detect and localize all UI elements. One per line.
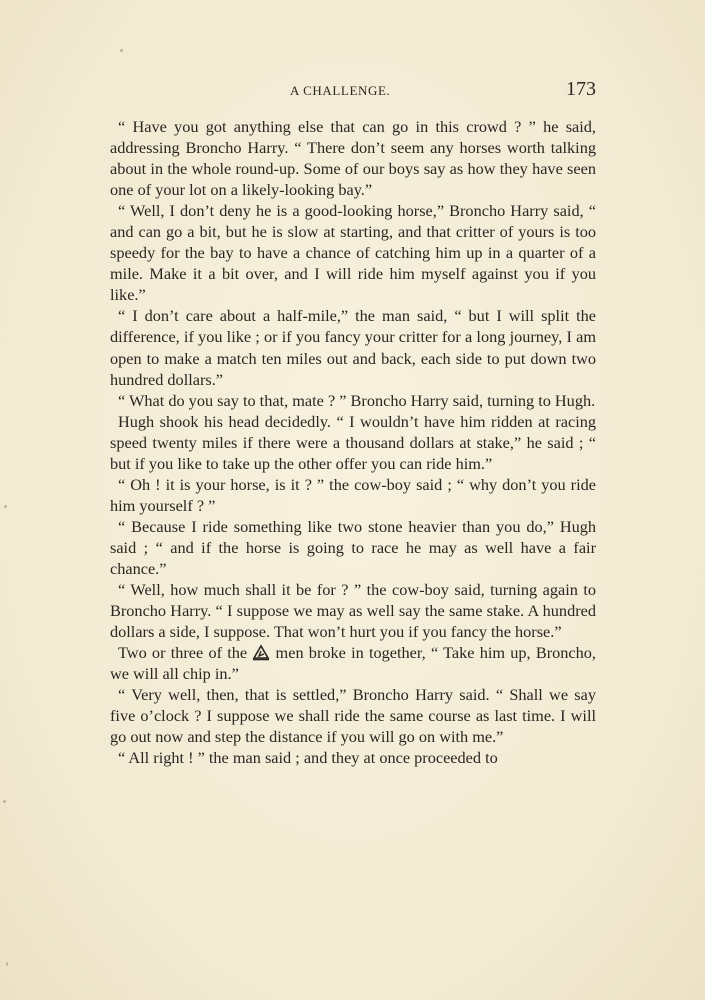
paragraph: “ Well, I don’t deny he is a good-looking horse,” Broncho Harry said, “ and can go a bit, but he is slow at starting, and that critter of yours is too speedy for the bay to have a chance of catching him up in a quarter of a mile. Make it a bit over, and I will ride him myself against you if you like.” xyxy=(110,201,596,305)
page-number: 173 xyxy=(566,78,596,100)
ranch-brand-icon xyxy=(252,644,270,661)
paragraph: Hugh shook his head decidedly. “ I wouldn’t have him ridden at racing speed twenty miles if there were a thousand dollars at stake,” he said ; “ but if you like to take up the other offer you can ride him.” xyxy=(110,411,596,473)
paper-speck xyxy=(3,800,6,803)
paragraph-with-brand xyxy=(110,642,596,684)
running-head: A CHALLENGE. xyxy=(290,83,391,98)
paragraph: “ I don’t care about a half-mile,” the man said, “ but I will split the difference, if you like ; or if you fancy your critter for a long journey, I am open to make a match ten miles out and back, each side to put down two hundred dollars.” xyxy=(110,306,596,389)
paper-speck xyxy=(4,505,7,508)
page-header xyxy=(110,78,598,104)
paragraph: “ Have you got anything else that can go in this crowd ? ” he said, addressing Broncho Harry. “ There don’t seem any horses worth talking about in the whole round-up. Some of our boys say as how they have seen one of your lot on a likely-looking bay.” xyxy=(110,117,596,200)
paragraph: “ What do you say to that, mate ? ” Broncho Harry said, turning to Hugh. xyxy=(118,390,596,410)
paragraph: “ Because I ride something like two stone heavier than you do,” Hugh said ; “ and if the horse is going to race he may as well have a fair chance.” xyxy=(110,516,596,578)
brand-paragraph-after: men broke in together, “ Take him up, Broncho, we will all chip in.” xyxy=(110,643,596,684)
paragraph: “ Very well, then, that is settled,” Broncho Harry said. “ Shall we say five o’clock ? I suppose we shall ride the same course as last time. I will go out now and step the distance if you will go on with me.” xyxy=(110,685,596,747)
paragraph: “ Oh ! it is your horse, is it ? ” the cow-boy said ; “ why don’t you ride him yourself ? ” xyxy=(110,474,596,515)
paragraph: “ All right ! ” the man said ; and they at once proceeded to xyxy=(118,748,498,768)
brand-paragraph-before: Two or three of the xyxy=(118,643,253,663)
paper-speck xyxy=(6,962,8,966)
body-text xyxy=(110,116,596,768)
paper-speck xyxy=(120,49,123,52)
paragraph: “ Well, how much shall it be for ? ” the cow-boy said, turning again to Broncho Harry. “ I suppose we may as well say the same stake. A hundred dollars a side, I suppose. That won’t hurt you if you fancy the horse.” xyxy=(110,580,596,642)
